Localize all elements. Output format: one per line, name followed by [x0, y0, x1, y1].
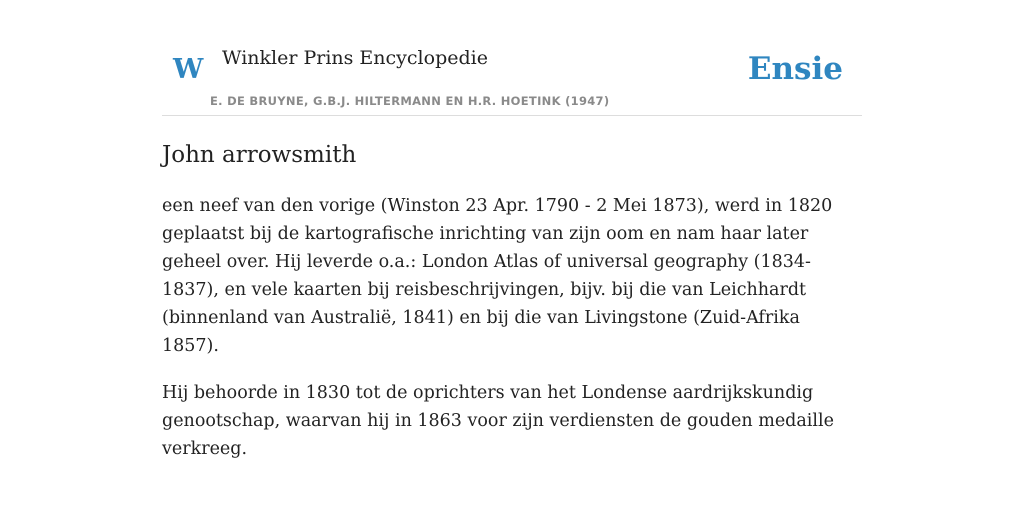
source-logo-icon: W — [173, 54, 204, 85]
brand-logo-link[interactable]: Ensie — [747, 51, 843, 87]
article-paragraph: Hij behoorde in 1830 tot de oprichters van het Londense aardrijkskundig genootschap, waarvan hij in 1863 voor zijn verdiensten de gouden medaille verkreeg. — [162, 383, 834, 459]
article-title: John arrowsmith — [162, 142, 357, 168]
source-authors: E. DE BRUYNE, G.B.J. HILTERMANN EN H.R. HOETINK (1947) — [210, 94, 610, 108]
header-divider — [162, 115, 862, 116]
article-body — [162, 192, 862, 482]
source-title[interactable]: Winkler Prins Encyclopedie — [222, 47, 488, 69]
article-paragraph: een neef van den vorige (Winston 23 Apr. 1790 - 2 Mei 1873), werd in 1820 geplaatst bij de kartografische inrichting van zijn oom en nam haar later geheel over. Hij leverde o.a.: London Atlas of universal geography (1834-1837), en vele kaarten bij reisbeschrijvingen, bijv. bij die van Leichhardt (binnenland van Australië, 1841) en bij die van Livingstone (Zuid-Afrika 1857). — [162, 196, 833, 356]
